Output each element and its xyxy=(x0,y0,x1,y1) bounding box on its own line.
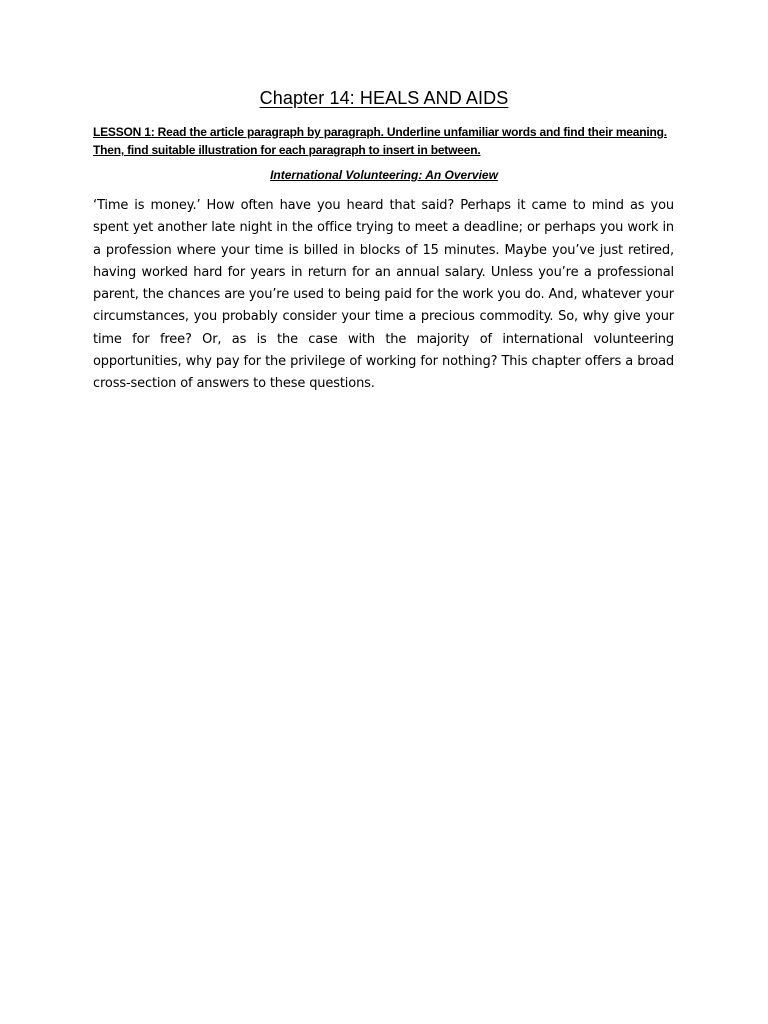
lesson-instruction: LESSON 1: Read the article paragraph by paragraph. Underline unfamiliar words and find their meaning. Then, find suitable illustration for each paragraph to insert in between. xyxy=(93,125,667,157)
chapter-title: Chapter 14: HEALS AND AIDS xyxy=(259,88,509,108)
article-paragraph: ‘Time is money.’ How often have you heard that said? Perhaps it came to mind as you spent yet another late night in the office trying to meet a deadline; or perhaps you work in a profession where your time is billed in blocks of 15 minutes. Maybe you’ve just retired, having worked hard for years in return for an annual salary. Unless you’re a professional parent, the chances are you’re used to being paid for the work you do. And, whatever your circumstances, you probably consider your time a precious commodity. So, why give your time for free? Or, as is the case with the majority of international volunteering opportunities, why pay for the privilege of working for nothing? This chapter offers a broad cross-section of answers to these questions. xyxy=(93,198,674,392)
article-title: International Volunteering: An Overview xyxy=(270,168,498,182)
